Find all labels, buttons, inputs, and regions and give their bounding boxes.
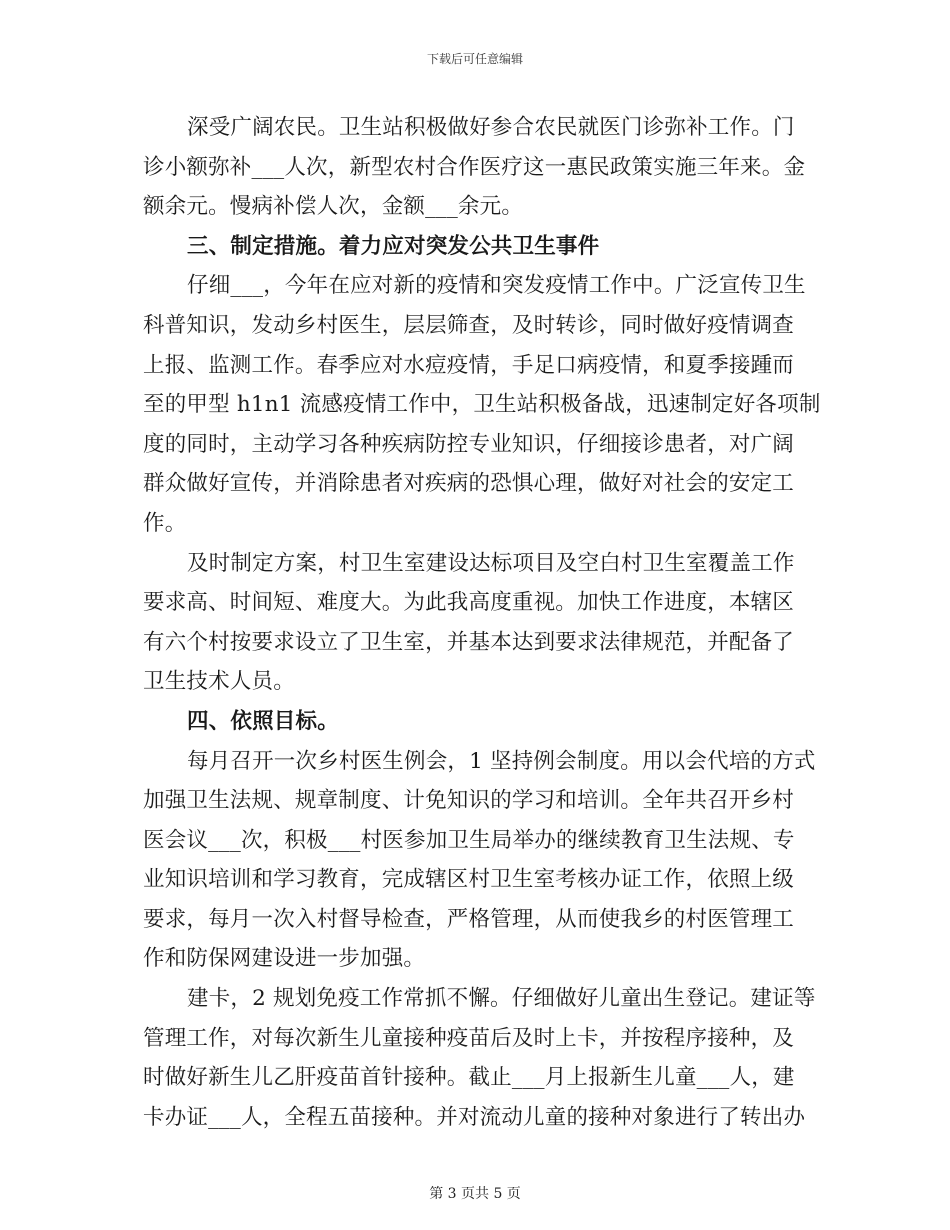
text-line: 每月召开一次乡村医生例会，1 坚持例会制度。用以会代培的方式 [187, 748, 816, 774]
text-line: 业知识培训和学习教育，完成辖区村卫生室考核办证工作，依照上级 [143, 867, 795, 893]
text-line: 管理工作，对每次新生儿童接种疫苗后及时上卡，并按程序接种，及 [143, 1025, 795, 1051]
text-line: 至的甲型 h1n1 流感疫情工作中，卫生站积极备战，迅速制定好各项制 [143, 392, 821, 418]
text-line: 作和防保网建设进一步加强。 [143, 946, 426, 972]
paragraph [143, 108, 807, 227]
text-line: 及时制定方案，村卫生室建设达标项目及空白村卫生室覆盖工作 [187, 550, 795, 576]
text-line: 三、制定措施。着力应对突发公共卫生事件 [187, 233, 600, 259]
text-line: 额余元。慢病补偿人次，金额___余元。 [143, 194, 524, 220]
text-line: 作。 [143, 510, 187, 536]
text-line: 时做好新生儿乙肝疫苗首针接种。截止___月上报新生儿童___人，建 [143, 1065, 795, 1091]
document-body [143, 108, 821, 1137]
paragraph [143, 266, 821, 543]
text-line: 要求，每月一次入村督导检查，严格管理，从而使我乡的村医管理工 [143, 906, 795, 932]
text-line: 群众做好宣传，并消除患者对疾病的恐惧心理，做好对社会的安定工 [143, 471, 795, 497]
text-line: 度的同时，主动学习各种疾病防控专业知识，仔细接诊患者，对广阔 [143, 431, 795, 457]
text-line: 深受广阔农民。卫生站积极做好参合农民就医门诊弥补工作。门 [187, 115, 795, 140]
text-line: 要求高、时间短、难度大。为此我高度重视。加快工作进度，本辖区 [143, 590, 795, 616]
paragraph [143, 742, 816, 980]
text-line: 卫生技术人员。 [143, 669, 295, 695]
text-line: 建卡，2 规划免疫工作常抓不懈。仔细做好儿童出生登记。建证等 [187, 986, 816, 1012]
text-line: 卡办证___人，全程五苗接种。并对流动儿童的接种对象进行了转出办 [143, 1104, 806, 1130]
paragraph [143, 979, 816, 1137]
section-heading [143, 702, 807, 742]
text-line: 医会议___次，积极___村医参加卫生局举办的继续教育卫生法规、专 [143, 827, 795, 853]
text-line: 诊小额弥补___人次，新型农村合作医疗这一惠民政策实施三年来。金 [143, 154, 806, 180]
text-line: 仔细___，今年在应对新的疫情和突发疫情工作中。广泛宣传卫生 [187, 273, 806, 299]
text-line: 有六个村按要求设立了卫生室，并基本达到要求法律规范，并配备了 [143, 629, 795, 655]
paragraph [143, 544, 807, 702]
text-line: 上报、监测工作。春季应对水痘疫情，手足口病疫情，和夏季接踵而 [143, 352, 795, 378]
section-heading [143, 227, 807, 267]
text-line: 科普知识，发动乡村医生，层层筛查，及时转诊，同时做好疫情调查 [143, 312, 795, 338]
text-line: 加强卫生法规、规章制度、计免知识的学习和培训。全年共召开乡村 [143, 788, 795, 814]
text-line: 四、依照目标。 [187, 708, 339, 734]
page-footer: 第 3 页共 5 页 [429, 1186, 521, 1202]
page-header: 下载后可任意编辑 [426, 52, 523, 66]
